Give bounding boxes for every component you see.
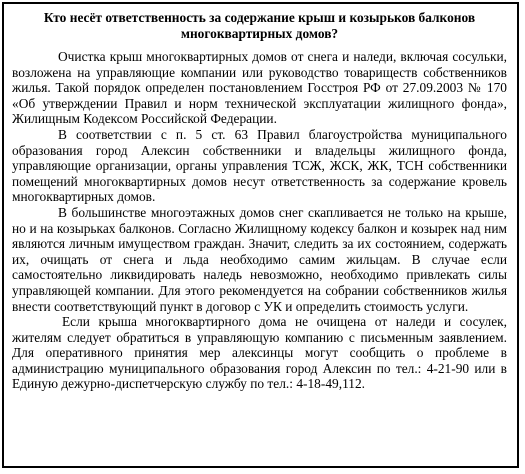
notice-title-line-1: Кто несёт ответственность за содержание крыш и козырьков балконов <box>43 10 476 25</box>
paragraph-contacts: Если крыша многоквартирного дома не очищена от наледи и сосулек, жителям следует обратиться в управляющую компанию с письменным заявлением. Для оперативного принятия мер алексинцы могут сообщить о проблеме в администрацию муниципального образования город Алексин по тел.: 4-21-90 или в Единую дежурно-диспетчерскую службу по тел.: 4-18-49,112. <box>12 314 507 392</box>
notice-title-line-2: многоквартирных домов? <box>180 26 339 41</box>
notice-frame <box>2 2 519 468</box>
notice-title <box>12 10 507 42</box>
paragraph-roof-cleaning: Очистка крыш многоквартирных домов от снега и наледи, включая сосульки, возложена на управляющие компании или руководство товариществ собственников жилья. Такой порядок определен постановлением Госстроя РФ от 27.09.2003 № 170 «Об утверждении Правил и норм технической эксплуатации жилищного фонда», Жилищным Кодексом Российской Федерации. <box>12 49 507 127</box>
paragraph-balcony-canopies: В большинстве многоэтажных домов снег скапливается не только на крыше, но и на козырьках балконов. Согласно Жилищному кодексу балкон и козырек над ним являются личным имуществом граждан. Значит, следить за их состоянием, содержать их, очищать от снега и льда необходимо самим жильцам. В случае если самостоятельно ликвидировать наледь невозможно, необходимо привлекать силы управляющей компании. Для этого рекомендуется на собрании собственников жилья внести соответствующий пункт в договор с УК и определить стоимость услуги. <box>12 204 507 314</box>
paragraph-responsibility: В соответствии с п. 5 ст. 63 Правил благоустройства муниципального образования город Алексин собственники и владельцы жилищного фонда, управляющие организации, органы управления ТСЖ, ЖСК, ЖК, ТСН собственники помещений многоквартирных домов несут ответственность за содержание кровель многоквартирных домов. <box>12 126 507 205</box>
